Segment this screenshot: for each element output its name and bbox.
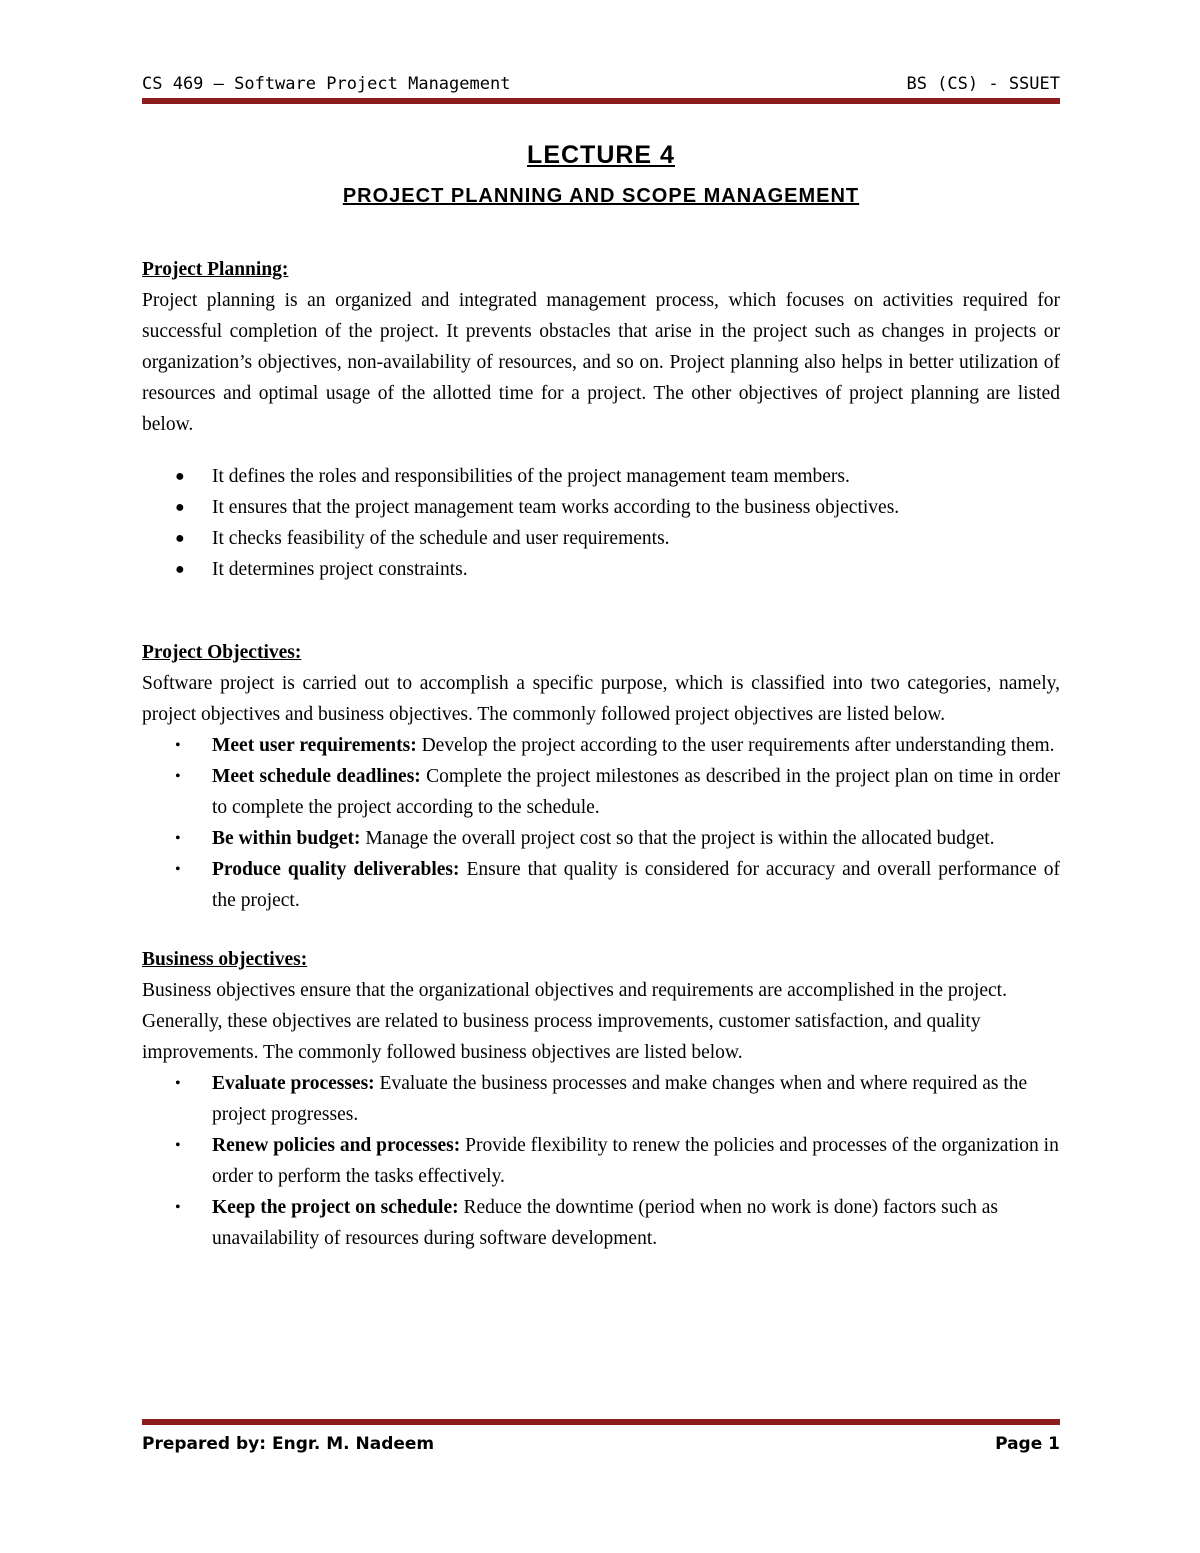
bullet-filled-icon: ●	[175, 499, 185, 516]
list-item: • Meet schedule deadlines: Complete the project milestones as described in the project plan on time in order to complete the project according to the schedule.	[142, 761, 1060, 823]
lecture-title: LECTURE 4	[527, 141, 675, 169]
business-list	[142, 1068, 1060, 1254]
footer-rule	[142, 1419, 1060, 1425]
list-item: • Produce quality deliverables: Ensure that quality is considered for accuracy and overall performance of the project.	[142, 854, 1060, 916]
bullet-small-icon: •	[175, 737, 181, 754]
list-item: • Evaluate processes: Evaluate the business processes and make changes when and where required as the project progresses.	[142, 1068, 1060, 1130]
bullet-small-icon: •	[175, 768, 181, 785]
bullet-small-icon: •	[175, 1137, 181, 1154]
planning-paragraph: Project planning is an organized and integrated management process, which focuses on activities required for successful completion of the project. It prevents obstacles that arise in the project such as changes in projects or organization’s objectives, non-availability of resources, and so on. Project planning also helps in better utilization of resources and optimal usage of the allotted time for a project. The other objectives of project planning are listed below.	[142, 290, 1060, 435]
list-item: • Meet user requirements: Develop the project according to the user requirements after understanding them.	[142, 730, 1060, 761]
list-item: • Keep the project on schedule: Reduce the downtime (period when no work is done) factors such as unavailability of resources during software development.	[142, 1192, 1060, 1254]
header-rule	[142, 98, 1060, 104]
program-label: BS (CS) - SSUET	[906, 74, 1060, 94]
bullet-small-icon: •	[175, 1199, 181, 1216]
objectives-paragraph: Software project is carried out to accomplish a specific purpose, which is classified into two categories, namely, project objectives and business objectives. The commonly followed project objectives are listed below.	[142, 673, 1060, 725]
bullet-small-icon: •	[175, 1075, 181, 1092]
list-item: ● It checks feasibility of the schedule and user requirements.	[142, 523, 1060, 554]
list-item: • Be within budget: Manage the overall project cost so that the project is within the allocated budget.	[142, 823, 1060, 854]
section-heading-business: Business objectives:	[142, 949, 308, 970]
list-item: • Renew policies and processes: Provide flexibility to renew the policies and processes of the organization in order to perform the tasks effectively.	[142, 1130, 1060, 1192]
author-label: Prepared by: Engr. M. Nadeem	[142, 1434, 435, 1454]
bullet-small-icon: •	[175, 830, 181, 847]
course-title: CS 469 – Software Project Management	[142, 74, 511, 94]
page-header	[142, 72, 1060, 98]
bullet-filled-icon: ●	[175, 468, 185, 485]
lecture-topic: PROJECT PLANNING AND SCOPE MANAGEMENT	[342, 185, 860, 207]
section-heading-planning: Project Planning:	[142, 259, 289, 280]
list-item: ● It defines the roles and responsibilities of the project management team members.	[142, 461, 1060, 492]
business-paragraph: Business objectives ensure that the organizational objectives and requirements are accomplished in the project. Generally, these objectives are related to business process improvements, customer satisfaction, and quality improvements. The commonly followed business objectives are listed below.	[142, 980, 1007, 1063]
title-block	[142, 140, 1060, 208]
list-item: ● It determines project constraints.	[142, 554, 1060, 585]
page-footer	[142, 1434, 1060, 1460]
bullet-filled-icon: ●	[175, 561, 185, 578]
list-item: ● It ensures that the project management team works according to the business objectives.	[142, 492, 1060, 523]
document-body	[142, 254, 1060, 1254]
objectives-list	[142, 730, 1060, 916]
bullet-filled-icon: ●	[175, 530, 185, 547]
bullet-small-icon: •	[175, 861, 181, 878]
section-heading-objectives: Project Objectives:	[142, 642, 302, 663]
planning-bullet-list	[142, 461, 1060, 585]
page-number: Page 1	[995, 1434, 1060, 1454]
